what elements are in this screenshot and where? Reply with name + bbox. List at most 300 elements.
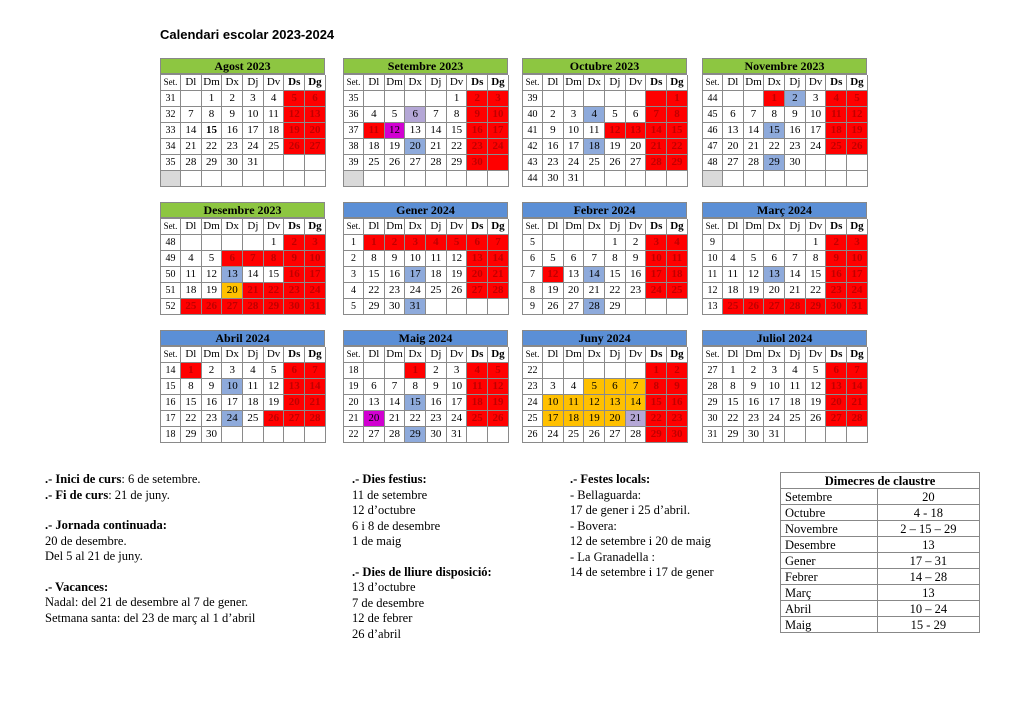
month-grid — [160, 218, 325, 315]
day-cell — [605, 363, 626, 379]
day-cell: 29 — [202, 155, 223, 171]
day-cell: 6 — [626, 107, 647, 123]
day-header: Dl — [181, 75, 202, 91]
note-heading: .- Inici de curs — [45, 472, 122, 486]
day-header: Dv — [447, 75, 468, 91]
week-number: 14 — [161, 363, 181, 379]
day-cell: 18 — [723, 283, 744, 299]
week-number: 48 — [161, 235, 181, 251]
day-cell: 20 — [723, 139, 744, 155]
day-cell: 3 — [305, 235, 326, 251]
day-cell: 23 — [626, 283, 647, 299]
day-cell: 7 — [847, 363, 868, 379]
day-cell: 20 — [826, 395, 847, 411]
claustre-row — [781, 553, 980, 569]
notes-gap — [352, 550, 492, 565]
day-cell: 28 — [385, 427, 406, 443]
day-header: Dx — [405, 347, 426, 363]
day-cell: 9 — [744, 379, 765, 395]
month-calendar — [160, 330, 325, 443]
day-cell: 1 — [364, 235, 385, 251]
day-header: Dm — [744, 347, 765, 363]
day-cell: 2 — [826, 235, 847, 251]
day-cell: 5 — [847, 91, 868, 107]
day-cell — [467, 171, 488, 187]
week-number: 48 — [703, 155, 723, 171]
month-grid — [522, 218, 687, 315]
day-cell: 12 — [264, 379, 285, 395]
day-cell: 29 — [806, 299, 827, 315]
day-header: Set. — [344, 347, 364, 363]
day-cell: 5 — [806, 363, 827, 379]
note-text: 6 i 8 de desembre — [352, 518, 441, 533]
day-header: Set. — [523, 75, 543, 91]
claustre-table — [780, 472, 980, 633]
day-cell — [222, 171, 243, 187]
day-cell: 9 — [284, 251, 305, 267]
day-header: Dl — [723, 75, 744, 91]
day-cell — [222, 427, 243, 443]
day-cell: 2 — [222, 91, 243, 107]
day-header: Dg — [305, 75, 326, 91]
day-cell: 7 — [744, 107, 765, 123]
claustre-days: 4 - 18 — [877, 505, 979, 521]
month-grid — [702, 346, 867, 443]
day-cell: 22 — [264, 283, 285, 299]
week-number: 45 — [703, 107, 723, 123]
day-cell — [826, 155, 847, 171]
day-cell: 22 — [181, 411, 202, 427]
day-cell: 20 — [626, 139, 647, 155]
day-cell: 11 — [364, 123, 385, 139]
day-header: Dv — [626, 347, 647, 363]
week-number: 17 — [161, 411, 181, 427]
day-cell: 25 — [181, 299, 202, 315]
day-cell: 27 — [405, 155, 426, 171]
day-cell: 9 — [826, 251, 847, 267]
day-header: Dx — [584, 75, 605, 91]
day-cell: 15 — [723, 395, 744, 411]
day-cell: 29 — [181, 427, 202, 443]
day-cell: 23 — [202, 411, 223, 427]
day-cell: 13 — [305, 107, 326, 123]
day-cell: 10 — [305, 251, 326, 267]
day-cell — [785, 427, 806, 443]
month-title: Març 2024 — [702, 202, 867, 218]
day-cell: 22 — [202, 139, 223, 155]
day-cell: 17 — [405, 267, 426, 283]
day-cell: 29 — [764, 155, 785, 171]
week-number: 25 — [523, 411, 543, 427]
day-cell: 2 — [785, 91, 806, 107]
claustre-month: Desembre — [781, 537, 878, 553]
day-cell: 19 — [584, 411, 605, 427]
claustre-title: Dimecres de claustre — [781, 473, 980, 489]
day-cell: 2 — [284, 235, 305, 251]
day-cell: 28 — [785, 299, 806, 315]
notes-column-2 — [352, 472, 492, 642]
day-cell: 16 — [426, 395, 447, 411]
day-cell: 8 — [202, 107, 223, 123]
day-cell — [488, 171, 509, 187]
week-number: 13 — [703, 299, 723, 315]
day-cell — [806, 171, 827, 187]
day-cell: 4 — [264, 91, 285, 107]
note-text: 7 de desembre — [352, 595, 425, 610]
day-cell: 6 — [564, 251, 585, 267]
month-title: Abril 2024 — [160, 330, 325, 346]
day-header: Ds — [467, 75, 488, 91]
day-cell: 18 — [564, 411, 585, 427]
month-calendar — [522, 330, 687, 443]
day-header: Dm — [744, 75, 765, 91]
day-cell: 13 — [284, 379, 305, 395]
day-cell: 15 — [447, 123, 468, 139]
day-cell: 19 — [284, 123, 305, 139]
day-cell: 26 — [806, 411, 827, 427]
note-line — [45, 534, 255, 550]
day-cell: 26 — [543, 299, 564, 315]
day-cell: 31 — [405, 299, 426, 315]
day-cell: 2 — [202, 363, 223, 379]
day-cell — [364, 171, 385, 187]
day-cell: 9 — [785, 107, 806, 123]
week-number: 15 — [161, 379, 181, 395]
week-number: 39 — [344, 155, 364, 171]
day-cell — [305, 171, 326, 187]
day-header: Set. — [344, 75, 364, 91]
day-cell: 8 — [447, 107, 468, 123]
day-cell: 20 — [364, 411, 385, 427]
claustre-row — [781, 537, 980, 553]
note-text: Setmana santa: del 23 de març al 1 d’abril — [45, 610, 256, 625]
day-cell: 1 — [806, 235, 827, 251]
week-number: 18 — [161, 427, 181, 443]
day-cell: 22 — [405, 411, 426, 427]
day-cell: 21 — [426, 139, 447, 155]
day-cell — [847, 171, 868, 187]
note-heading: .- Dies de lliure disposició: — [352, 564, 492, 579]
day-cell: 8 — [405, 379, 426, 395]
day-cell: 27 — [826, 411, 847, 427]
week-number: 44 — [703, 91, 723, 107]
week-number: 22 — [344, 427, 364, 443]
day-cell — [667, 299, 688, 315]
day-header: Dg — [488, 219, 509, 235]
day-header: Dl — [364, 75, 385, 91]
day-cell: 15 — [764, 123, 785, 139]
day-cell: 1 — [181, 363, 202, 379]
month-grid — [702, 74, 867, 187]
note-heading: .- Fi de curs — [45, 487, 109, 502]
note-line — [570, 550, 714, 566]
day-cell: 17 — [305, 267, 326, 283]
day-cell — [181, 91, 202, 107]
day-cell: 24 — [847, 283, 868, 299]
day-cell: 23 — [426, 411, 447, 427]
note-text: Del 5 al 21 de juny. — [45, 549, 143, 563]
month-grid — [160, 346, 325, 443]
day-cell: 29 — [723, 427, 744, 443]
claustre-month: Març — [781, 585, 878, 601]
week-number: 1 — [344, 235, 364, 251]
claustre-row — [781, 489, 980, 505]
note-text: : 21 de juny. — [108, 487, 170, 502]
day-cell — [447, 171, 468, 187]
day-header: Dg — [305, 219, 326, 235]
note-line — [45, 549, 255, 565]
day-cell: 10 — [222, 379, 243, 395]
day-cell — [543, 363, 564, 379]
day-cell: 15 — [667, 123, 688, 139]
claustre-days: 13 — [877, 537, 979, 553]
day-header: Ds — [646, 75, 667, 91]
month-calendar — [522, 58, 687, 187]
day-header: Dl — [723, 347, 744, 363]
note-line — [570, 472, 714, 488]
day-header: Dm — [564, 347, 585, 363]
notes-gap — [45, 565, 255, 580]
day-cell — [744, 235, 765, 251]
month-calendar — [160, 58, 325, 187]
claustre-days: 14 – 28 — [877, 569, 979, 585]
day-cell: 3 — [488, 91, 509, 107]
week-number — [703, 171, 723, 187]
note-text: 26 d’abril — [352, 626, 401, 641]
day-cell: 18 — [364, 139, 385, 155]
day-cell: 5 — [543, 251, 564, 267]
day-cell: 5 — [605, 107, 626, 123]
day-cell: 29 — [605, 299, 626, 315]
day-cell — [806, 155, 827, 171]
week-number: 11 — [703, 267, 723, 283]
day-cell — [785, 171, 806, 187]
day-cell: 11 — [723, 267, 744, 283]
day-cell — [385, 363, 406, 379]
day-header: Dj — [243, 347, 264, 363]
day-header: Dv — [626, 75, 647, 91]
day-cell: 28 — [181, 155, 202, 171]
day-cell: 25 — [243, 411, 264, 427]
day-cell: 4 — [181, 251, 202, 267]
day-header: Dv — [447, 347, 468, 363]
note-line — [352, 611, 492, 627]
day-cell: 28 — [847, 411, 868, 427]
day-cell: 28 — [305, 411, 326, 427]
day-cell: 29 — [447, 155, 468, 171]
day-cell: 25 — [264, 139, 285, 155]
week-number: 10 — [703, 251, 723, 267]
day-cell: 3 — [405, 235, 426, 251]
day-cell: 21 — [646, 139, 667, 155]
day-cell: 2 — [385, 235, 406, 251]
day-cell: 16 — [543, 139, 564, 155]
day-cell: 20 — [305, 123, 326, 139]
day-cell — [264, 427, 285, 443]
day-cell: 13 — [364, 395, 385, 411]
day-cell — [385, 91, 406, 107]
day-cell: 7 — [305, 363, 326, 379]
day-cell: 5 — [284, 91, 305, 107]
claustre-days: 13 — [877, 585, 979, 601]
note-text: 11 de setembre — [352, 487, 428, 502]
day-cell: 16 — [385, 267, 406, 283]
day-cell: 1 — [447, 91, 468, 107]
note-line — [352, 534, 492, 550]
day-cell: 20 — [222, 283, 243, 299]
day-cell: 26 — [847, 139, 868, 155]
day-cell — [626, 363, 647, 379]
day-cell: 5 — [202, 251, 223, 267]
day-header: Dv — [447, 219, 468, 235]
day-cell: 25 — [723, 299, 744, 315]
day-cell: 29 — [667, 155, 688, 171]
day-cell: 18 — [181, 283, 202, 299]
day-header: Ds — [284, 347, 305, 363]
day-cell — [222, 235, 243, 251]
day-cell: 24 — [806, 139, 827, 155]
day-header: Ds — [284, 219, 305, 235]
week-number: 6 — [523, 251, 543, 267]
note-text: - La Granadella : — [570, 549, 656, 564]
note-line — [352, 596, 492, 612]
day-header: Dv — [264, 347, 285, 363]
day-cell: 18 — [785, 395, 806, 411]
week-number: 46 — [703, 123, 723, 139]
week-number: 16 — [161, 395, 181, 411]
day-cell — [447, 299, 468, 315]
day-cell: 16 — [744, 395, 765, 411]
day-header: Ds — [284, 75, 305, 91]
claustre-month: Maig — [781, 617, 878, 633]
day-cell: 16 — [826, 267, 847, 283]
day-cell: 8 — [264, 251, 285, 267]
day-cell: 13 — [764, 267, 785, 283]
claustre-row — [781, 617, 980, 633]
day-header: Dg — [488, 347, 509, 363]
note-line — [352, 565, 492, 581]
week-number: 28 — [703, 379, 723, 395]
day-cell: 12 — [806, 379, 827, 395]
note-line — [352, 488, 492, 504]
day-header: Dj — [426, 219, 447, 235]
day-header: Dj — [426, 75, 447, 91]
day-cell: 10 — [243, 107, 264, 123]
page-title: Calendari escolar 2023-2024 — [160, 27, 335, 42]
week-number: 2 — [344, 251, 364, 267]
day-cell: 17 — [543, 411, 564, 427]
day-cell: 3 — [564, 107, 585, 123]
day-cell: 10 — [764, 379, 785, 395]
notes-gap — [45, 503, 255, 518]
day-cell: 16 — [667, 395, 688, 411]
day-header: Set. — [703, 219, 723, 235]
day-cell: 20 — [764, 283, 785, 299]
day-header: Dg — [305, 347, 326, 363]
day-cell: 3 — [447, 363, 468, 379]
day-cell: 7 — [181, 107, 202, 123]
day-cell: 1 — [264, 235, 285, 251]
day-cell: 14 — [847, 379, 868, 395]
day-cell: 27 — [222, 299, 243, 315]
day-cell: 4 — [826, 91, 847, 107]
day-cell: 28 — [744, 155, 765, 171]
claustre-days: 2 – 15 – 29 — [877, 521, 979, 537]
day-cell: 8 — [605, 251, 626, 267]
week-number: 50 — [161, 267, 181, 283]
day-header: Dj — [243, 219, 264, 235]
day-cell: 1 — [202, 91, 223, 107]
day-header: Ds — [467, 219, 488, 235]
day-cell: 13 — [826, 379, 847, 395]
note-text: : 6 de setembre. — [121, 472, 201, 486]
note-line — [352, 519, 492, 535]
day-cell: 21 — [744, 139, 765, 155]
day-header: Set. — [344, 219, 364, 235]
week-number: 5 — [344, 299, 364, 315]
day-cell: 10 — [806, 107, 827, 123]
day-header: Dm — [564, 219, 585, 235]
day-cell: 25 — [564, 427, 585, 443]
day-cell: 24 — [764, 411, 785, 427]
day-cell: 8 — [806, 251, 827, 267]
note-line — [45, 472, 255, 488]
day-cell: 11 — [243, 379, 264, 395]
day-header: Dm — [385, 219, 406, 235]
day-cell: 20 — [564, 283, 585, 299]
day-cell: 1 — [605, 235, 626, 251]
day-cell: 9 — [426, 379, 447, 395]
day-header: Dl — [364, 219, 385, 235]
day-cell: 27 — [605, 427, 626, 443]
day-cell: 27 — [284, 411, 305, 427]
day-cell — [626, 91, 647, 107]
day-cell: 6 — [364, 379, 385, 395]
week-number: 33 — [161, 123, 181, 139]
week-number: 22 — [523, 363, 543, 379]
day-cell: 15 — [181, 395, 202, 411]
claustre-month: Febrer — [781, 569, 878, 585]
day-cell — [264, 171, 285, 187]
note-line — [352, 503, 492, 519]
day-cell — [426, 299, 447, 315]
day-cell: 7 — [626, 379, 647, 395]
day-cell: 6 — [222, 251, 243, 267]
day-header: Dg — [667, 75, 688, 91]
day-header: Dm — [202, 347, 223, 363]
week-number: 52 — [161, 299, 181, 315]
day-cell: 1 — [405, 363, 426, 379]
day-cell: 13 — [467, 251, 488, 267]
week-number: 35 — [344, 91, 364, 107]
day-cell: 20 — [405, 139, 426, 155]
day-cell: 4 — [584, 107, 605, 123]
week-number: 51 — [161, 283, 181, 299]
day-cell: 10 — [646, 251, 667, 267]
day-header: Dj — [785, 219, 806, 235]
day-cell: 24 — [646, 283, 667, 299]
day-cell: 5 — [488, 363, 509, 379]
day-cell: 24 — [543, 427, 564, 443]
day-header: Ds — [646, 347, 667, 363]
day-cell — [284, 155, 305, 171]
day-cell: 28 — [584, 299, 605, 315]
day-cell: 30 — [543, 171, 564, 187]
day-cell — [564, 91, 585, 107]
day-cell: 14 — [488, 251, 509, 267]
day-header: Dx — [764, 219, 785, 235]
day-header: Ds — [646, 219, 667, 235]
